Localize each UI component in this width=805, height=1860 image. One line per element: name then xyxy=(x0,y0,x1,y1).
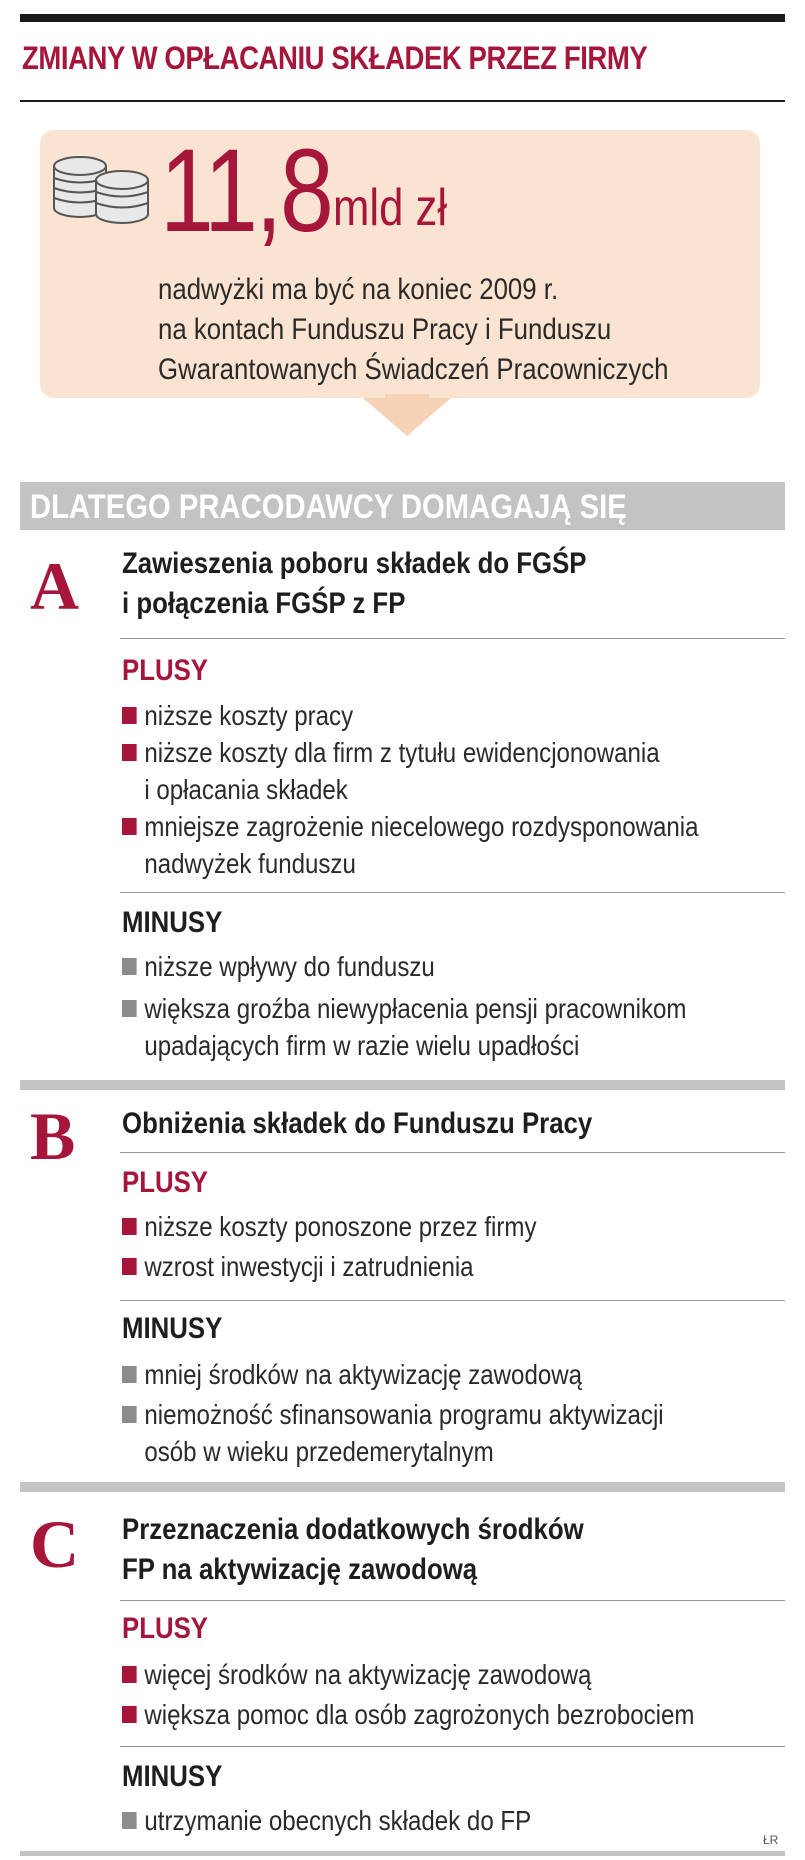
bottom-rule xyxy=(20,1851,785,1856)
divider xyxy=(120,1300,785,1301)
title-line: Zawieszenia poboru składek do FGŚP xyxy=(122,547,587,580)
coins-icon xyxy=(50,148,160,228)
list-item: niższe koszty ponoszone przez firmy xyxy=(122,1208,536,1245)
option-letter-a: A xyxy=(30,548,80,624)
minus-label: MINUSY xyxy=(122,906,223,939)
list-item: większa groźba niewypłacenia pensji pracownikom upadających firm w razie wielu upadłości xyxy=(122,990,686,1064)
list-item: więcej środków na aktywizację zawodową xyxy=(122,1656,591,1693)
red-bullet-icon xyxy=(122,707,137,724)
minus-label: MINUSY xyxy=(122,1312,223,1345)
stat-line: nadwyżki ma być na koniec 2009 r. xyxy=(158,273,559,306)
grey-bullet-icon xyxy=(122,1000,137,1017)
divider xyxy=(120,1746,785,1747)
list-item: niemożność sfinansowania programu aktywizacji osób w wieku przedemerytalnym xyxy=(122,1396,664,1470)
option-c-title xyxy=(122,1510,584,1590)
divider xyxy=(120,892,785,893)
list-item: wzrost inwestycji i zatrudnienia xyxy=(122,1248,474,1285)
red-bullet-icon xyxy=(122,1706,137,1723)
grey-bullet-icon xyxy=(122,1406,137,1423)
list-item: większa pomoc dla osób zagrożonych bezrobociem xyxy=(122,1696,694,1733)
section-header xyxy=(20,482,785,530)
title-line: Obniżenia składek do Funduszu Pracy xyxy=(122,1107,593,1140)
divider xyxy=(120,638,785,639)
top-rule xyxy=(20,14,785,22)
divider xyxy=(120,1600,785,1601)
title-rule xyxy=(20,100,785,102)
stat-unit: mld zł xyxy=(333,179,448,237)
stat-line: na kontach Funduszu Pracy i Funduszu xyxy=(158,313,612,346)
list-item: mniej środków na aktywizację zawodową xyxy=(122,1356,582,1393)
author-credit: ŁR xyxy=(763,1833,779,1847)
option-letter-c: C xyxy=(30,1506,80,1582)
red-bullet-icon xyxy=(122,1218,137,1235)
list-item: utrzymanie obecnych składek do FP xyxy=(122,1802,531,1839)
red-bullet-icon xyxy=(122,1666,137,1683)
option-b-title xyxy=(122,1104,592,1144)
red-bullet-icon xyxy=(122,744,137,761)
minus-label: MINUSY xyxy=(122,1760,223,1793)
plus-label: PLUSY xyxy=(122,1612,209,1645)
down-arrow-icon xyxy=(363,398,451,436)
option-a-title xyxy=(122,544,587,624)
title-line: FP na aktywizację zawodową xyxy=(122,1553,478,1586)
grey-bullet-icon xyxy=(122,1812,137,1829)
list-item: mniejsze zagrożenie niecelowego rozdysponowania nadwyżek funduszu xyxy=(122,808,699,882)
plus-label: PLUSY xyxy=(122,654,209,687)
plus-label: PLUSY xyxy=(122,1166,209,1199)
option-letter-b: B xyxy=(30,1098,76,1174)
list-item: niższe koszty dla firm z tytułu ewidencjonowania i opłacania składek xyxy=(122,734,660,808)
stat-description xyxy=(158,270,669,390)
grey-bullet-icon xyxy=(122,958,137,975)
red-bullet-icon xyxy=(122,818,137,835)
divider xyxy=(120,1152,785,1153)
section-header-label: DLATEGO PRACODAWCY DOMAGAJĄ SIĘ xyxy=(30,488,627,526)
stat-line: Gwarantowanych Świadczeń Pracowniczych xyxy=(158,353,669,386)
red-bullet-icon xyxy=(122,1258,137,1275)
title-line: i połączenia FGŚP z FP xyxy=(122,587,406,620)
page-title: ZMIANY W OPŁACANIU SKŁADEK PRZEZ FIRMY xyxy=(22,40,648,76)
title-line: Przeznaczenia dodatkowych środków xyxy=(122,1513,584,1546)
list-item: niższe koszty pracy xyxy=(122,697,353,734)
stat-value: 11,8 xyxy=(160,125,332,257)
list-item: niższe wpływy do funduszu xyxy=(122,948,435,985)
grey-bullet-icon xyxy=(122,1366,137,1383)
section-separator xyxy=(20,1080,785,1090)
section-separator xyxy=(20,1482,785,1492)
